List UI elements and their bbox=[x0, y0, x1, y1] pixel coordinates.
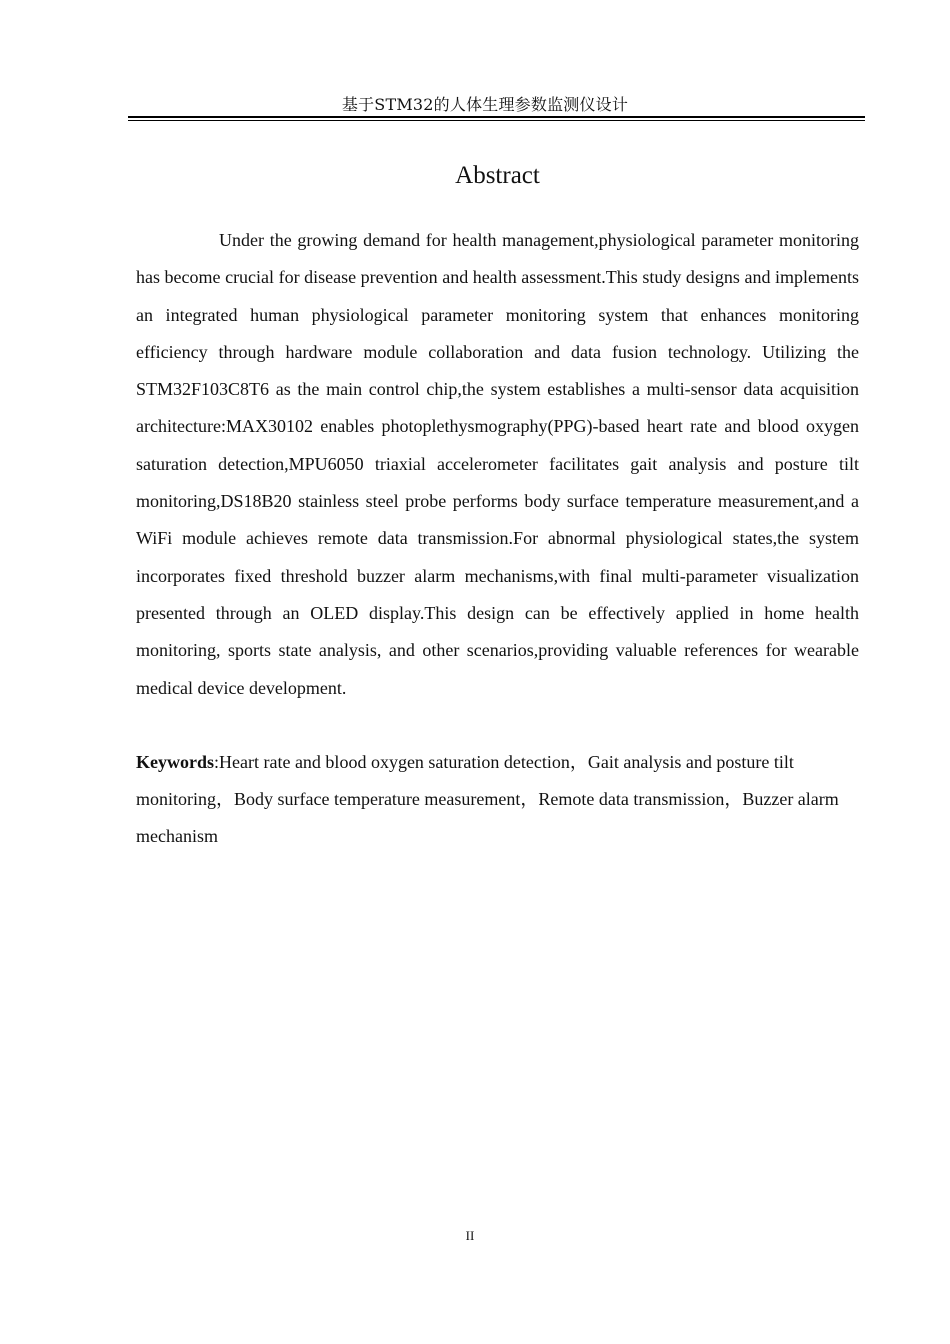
keywords-label: Keywords bbox=[136, 752, 214, 772]
abstract-title: Abstract bbox=[455, 162, 540, 189]
keywords-text: :Heart rate and blood oxygen saturation detection，Gait analysis and posture tilt monitoring，Body surface temperature measurement，Remote data transmission，Buzzer alarm mechanism bbox=[136, 752, 839, 846]
running-header bbox=[0, 92, 950, 115]
keywords-paragraph bbox=[136, 744, 859, 855]
header-rule-thin bbox=[128, 120, 865, 121]
running-header-title: 基于STM32的人体生理参数监测仪设计 bbox=[341, 95, 629, 114]
page-number: II bbox=[465, 1228, 475, 1243]
header-rule-thick bbox=[128, 116, 865, 118]
abstract-body: Under the growing demand for health management,physiological parameter monitoring has become crucial for disease prevention and health assessment.This study designs and implements an integrated human physiological parameter monitoring system that enhances monitoring efficiency through hardware module collaboration and data fusion technology. Utilizing the STM32F103C8T6 as the main control chip,the system establishes a multi-sensor data acquisition architecture:MAX30102 enables photoplethysmography(PPG)-based heart rate and blood oxygen saturation detection,MPU6050 triaxial accelerometer facilitates gait analysis and posture tilt monitoring,DS18B20 stainless steel probe performs body surface temperature measurement,and a WiFi module achieves remote data transmission.For abnormal physiological states,the system incorporates fixed threshold buzzer alarm mechanisms,with final multi-parameter visualization presented through an OLED display.This design can be effectively applied in home health monitoring, sports state analysis, and other scenarios,providing valuable references for wearable medical device development. bbox=[136, 230, 859, 698]
